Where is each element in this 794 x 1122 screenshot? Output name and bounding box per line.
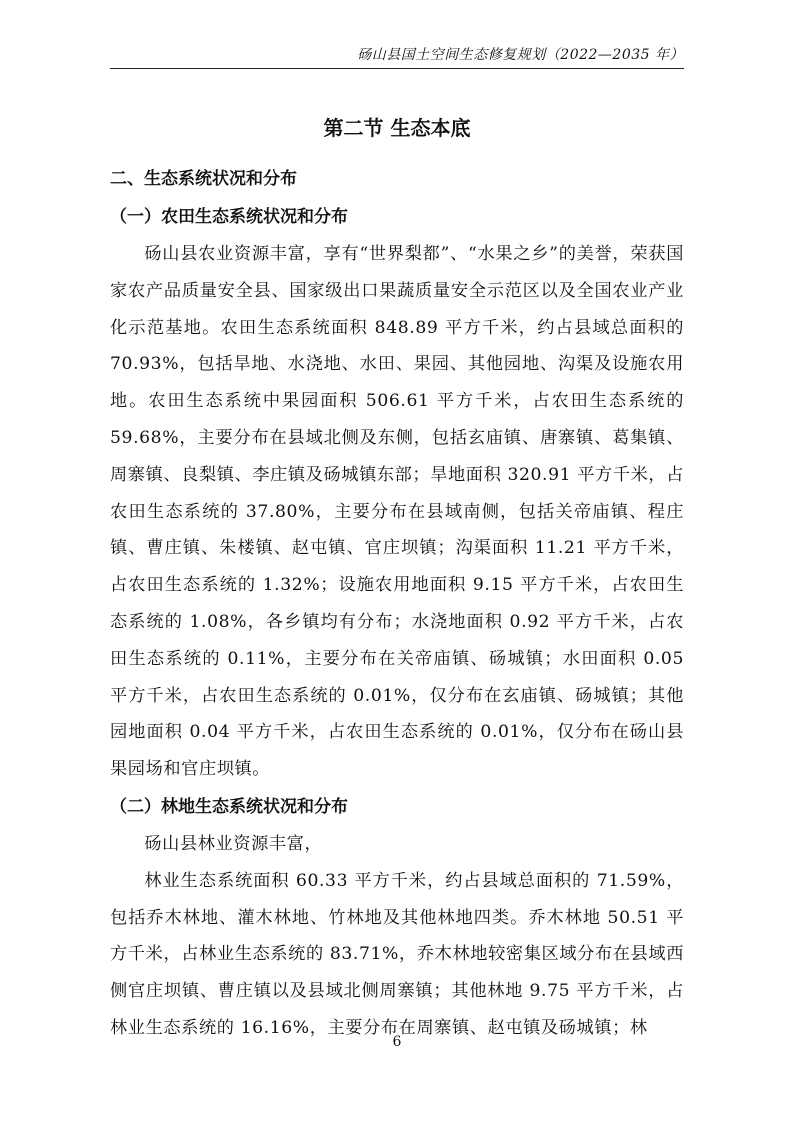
paragraph-farmland: 砀山县农业资源丰富，享有“世界梨都”、“水果之乡”的美誉，荣获国家农产品质量安全县、国家级出口果蔬质量安全示范区以及全国农业产业化示范基地。农田生态系统面积 848.89 平方千米，约占县域总面积的 70.93%，包括旱地、水浇地、水田、果园、其他园地、沟渠及设施农用地。农田生态系统中果园面积 506.61 平方千米，占农田生态系统的 59.68%，主要分布在县域北侧及东侧，包括玄庙镇、唐寨镇、葛集镇、周寨镇、良梨镇、李庄镇及砀城镇东部；旱地面积 320.91 平方千米，占农田生态系统的 37.80%，主要分布在县域南侧，包括关帝庙镇、程庄镇、曹庄镇、朱楼镇、赵屯镇、官庄坝镇；沟渠面积 11.21 平方千米，占农田生态系统的 1.32%；设施农用地面积 9.15 平方千米，占农田生态系统的 1.08%，各乡镇均有分布；水浇地面积 0.92 平方千米，占农田生态系统的 0.11%，主要分布在关帝庙镇、砀城镇；水田面积 0.05 平方千米，占农田生态系统的 0.01%，仅分布在玄庙镇、砀城镇；其他园地面积 0.04 平方千米，占农田生态系统的 0.01%，仅分布在砀山县果园场和官庄坝镇。 (110, 244, 684, 780)
paragraph-forest-detail: 林业生态系统面积 60.33 平方千米，约占县域总面积的 71.59%，包括乔木林地、灌木林地、竹林地及其他林地四类。乔木林地 50.51 平方千米，占林业生态系统的 83.71%，乔木林地较密集区域分布在县域西侧官庄坝镇、曹庄镇以及县域北侧周寨镇；其他林地 9.75 平方千米，占林业生态系统的 16.16%，主要分布在周寨镇、赵屯镇及砀城镇；林 (110, 870, 684, 1038)
document-body (110, 160, 684, 1047)
heading-farmland-ecosystem: （一）农田生态系统状况和分布 (110, 207, 348, 227)
section-title: 第二节 生态本底 (323, 116, 471, 140)
running-header: 砀山县国土空间生态修复规划（2022—2035 年） (357, 47, 684, 63)
heading-ecosystem-status: 二、生态系统状况和分布 (110, 169, 297, 189)
heading-forest-ecosystem: （二）林地生态系统状况和分布 (110, 796, 348, 817)
page-number: 6 (392, 1034, 402, 1050)
paragraph-forest-intro: 砀山县林业资源丰富， (144, 833, 323, 854)
header-rule (110, 68, 684, 69)
